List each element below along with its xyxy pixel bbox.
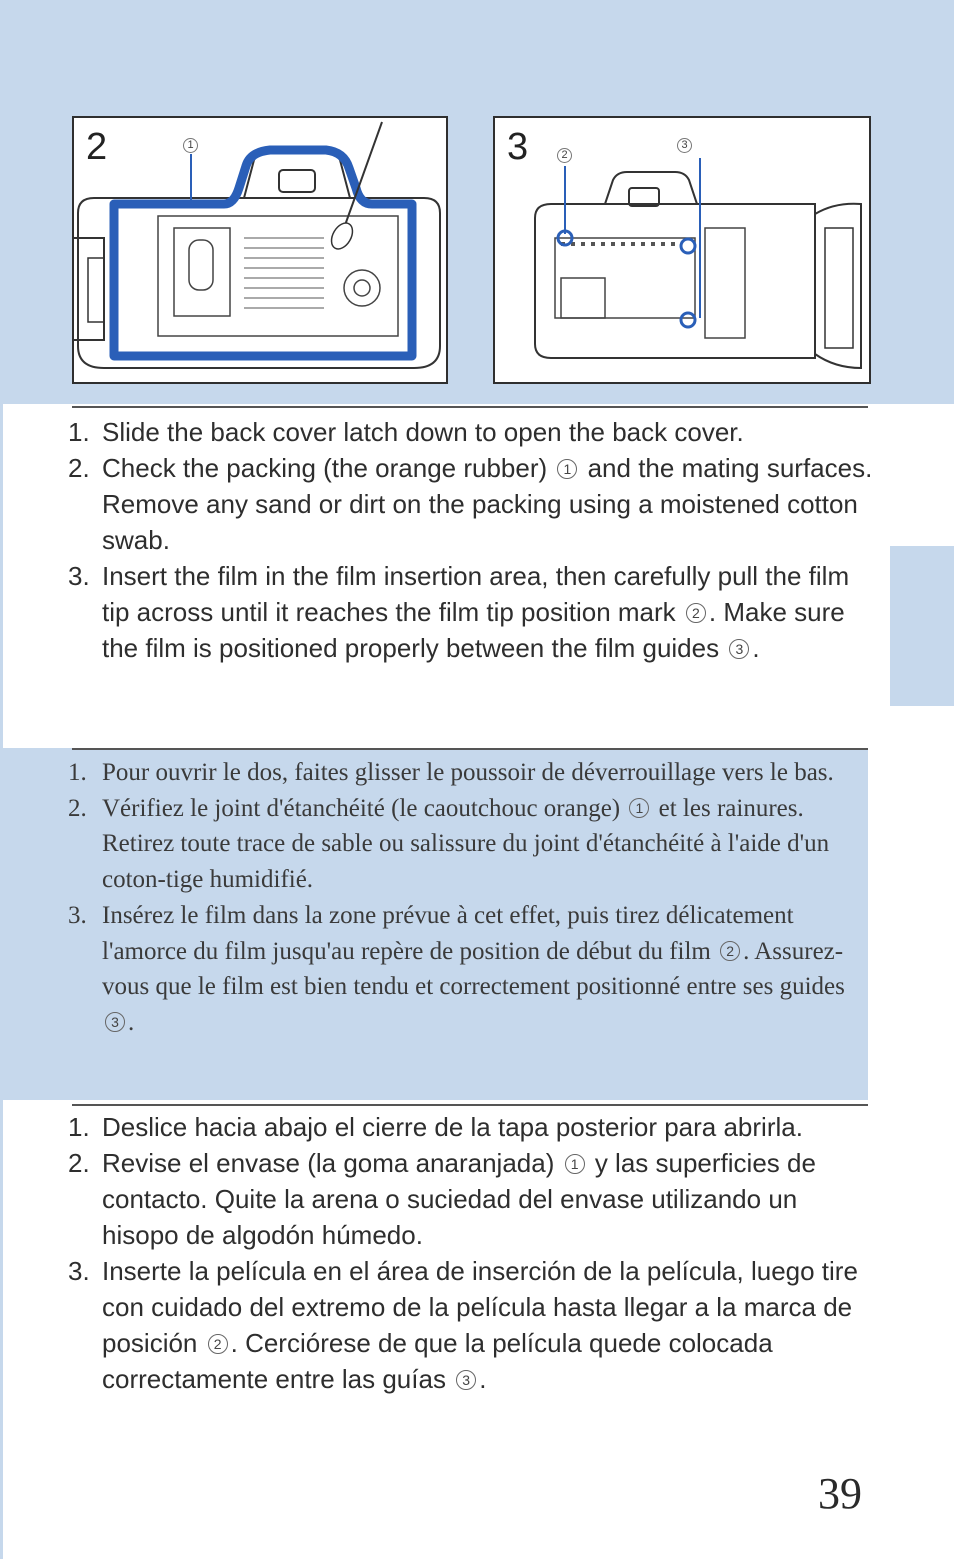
list-item: 1. Pour ouvrir le dos, faites glisser le poussoir de déverrouillage vers le bas. bbox=[68, 759, 834, 786]
french-rule bbox=[72, 748, 868, 750]
camera-back-open-illustration bbox=[74, 118, 446, 382]
film-loading-illustration bbox=[495, 118, 869, 382]
callout-2: 2 bbox=[720, 941, 740, 961]
list-item: 2. Vérifiez le joint d'étanchéité (le caoutchouc orange) 1 et les rainures. Retirez toute trace de sable ou salissure du joint d'étanchéité à l'aide d'un coton-tige humidifié. bbox=[68, 794, 830, 894]
english-rule bbox=[72, 406, 868, 408]
callout-2: 2 bbox=[686, 603, 706, 623]
callout-3: 3 bbox=[456, 1370, 476, 1390]
spanish-rule bbox=[72, 1104, 868, 1106]
list-item: 2. Revise el envase (la goma anaranjada) 1 y las superficies de contacto. Quite la arena o suciedad del envase utilizando un hisopo de algodón húmedo. bbox=[68, 1148, 816, 1250]
list-item: 3. Insert the film in the film insertion area, then carefully pull the film tip across until it reaches the film tip position mark 2 . Make sure the film is positioned properly between the film guides 3 . bbox=[68, 561, 850, 663]
list-item: 1. Deslice hacia abajo el cierre de la tapa posterior para abrirla. bbox=[68, 1112, 803, 1142]
figure-3-callout-3: 3 bbox=[677, 138, 692, 153]
page-number: 39 bbox=[818, 1469, 862, 1518]
list-item: 2. Check the packing (the orange rubber) 1 and the mating surfaces. Remove any sand or dirt on the packing using a moistened cotton swab. bbox=[68, 453, 873, 555]
figure-3-number: 3 bbox=[507, 126, 529, 168]
list-item: 1. Slide the back cover latch down to open the back cover. bbox=[68, 417, 744, 447]
callout-1: 1 bbox=[629, 798, 649, 818]
figure-2-number: 2 bbox=[86, 126, 108, 168]
callout-1: 1 bbox=[557, 459, 577, 479]
figure-3-callout-2: 2 bbox=[557, 148, 572, 163]
left-edge-band bbox=[0, 404, 3, 1559]
figure-3 bbox=[493, 116, 871, 384]
callout-2: 2 bbox=[208, 1334, 228, 1354]
list-item: 3. Insérez le film dans la zone prévue à cet effet, puis tirez délicatement l'amorce du film jusqu'au repère de position de début du film 2 . Assurez-vous que le film est bien tendu et correctement positionné entre ses guides 3 . bbox=[68, 901, 845, 1036]
callout-3: 3 bbox=[729, 639, 749, 659]
list-item: 3. Inserte la película en el área de inserción de la película, luego tire con cuidado del extremo de la película hasta llegar a la marca de posición 2 . Cerciórese de que la película quede colocada correctamente entre las guías 3 . bbox=[68, 1256, 858, 1394]
side-tab bbox=[890, 546, 954, 706]
french-instructions bbox=[68, 755, 852, 1041]
callout-1: 1 bbox=[565, 1154, 585, 1174]
callout-3: 3 bbox=[105, 1012, 125, 1032]
figure-2 bbox=[72, 116, 448, 384]
english-instructions bbox=[68, 414, 874, 666]
spanish-instructions bbox=[68, 1109, 864, 1397]
figure-2-callout-1: 1 bbox=[183, 138, 198, 153]
